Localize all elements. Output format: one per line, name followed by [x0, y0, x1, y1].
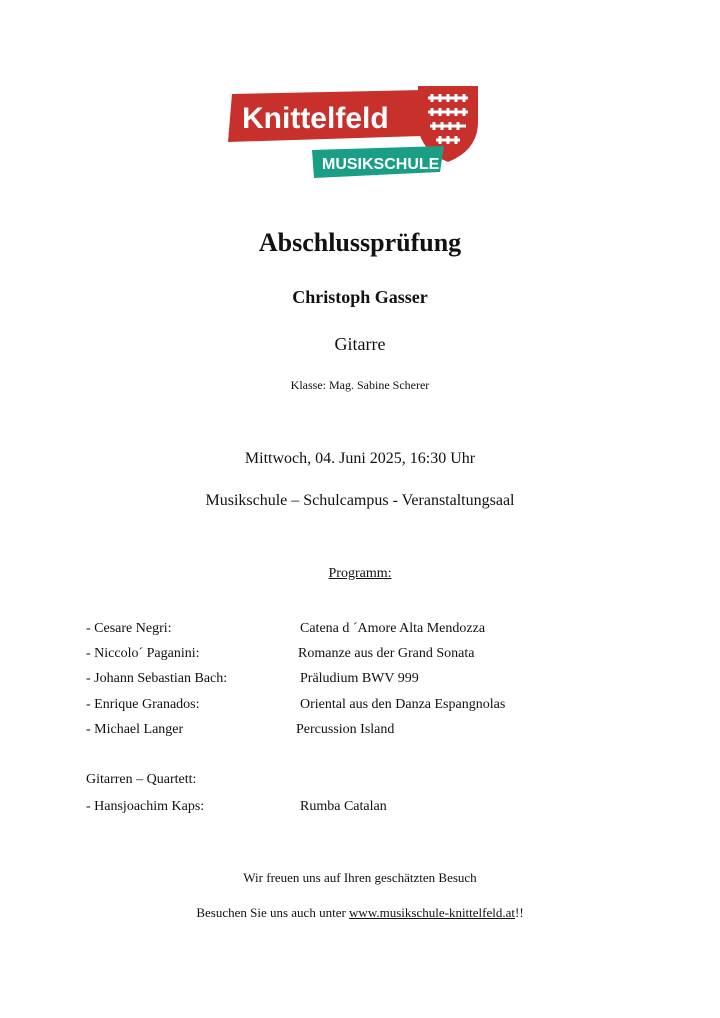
program-row: [86, 697, 646, 717]
composer: - Michael Langer: [86, 722, 184, 737]
piece: Rumba Catalan: [300, 799, 387, 814]
student-name: Christoph Gasser: [292, 287, 428, 307]
piece: Romanze aus der Grand Sonata: [298, 646, 475, 661]
thanks-line: Wir freuen uns auf Ihren geschätzten Besuch: [243, 870, 477, 885]
event-date: Mittwoch, 04. Juni 2025, 16:30 Uhr: [244, 450, 476, 467]
composer: - Cesare Negri:: [86, 621, 172, 636]
composer: - Niccolo´ Paganini:: [86, 646, 200, 661]
program-row: [86, 671, 646, 691]
website-link[interactable]: www.musikschule-knittelfeld.at: [349, 905, 515, 920]
composer: - Hansjoachim Kaps:: [86, 799, 205, 814]
program-heading: Programm:: [328, 566, 392, 581]
visit-line: [0, 905, 720, 921]
logo-subtitle-text: MUSIKSCHULE: [322, 156, 440, 173]
program-row: [86, 799, 646, 819]
composer: - Johann Sebastian Bach:: [86, 671, 228, 686]
class-teacher: Klasse: Mag. Sabine Scherer: [290, 378, 430, 392]
piece: Catena d ´Amore Alta Mendozza: [300, 621, 486, 636]
program-row: [86, 646, 646, 666]
logo-name-text: Knittelfeld: [242, 102, 389, 135]
visit-prefix: Besuchen Sie uns auch unter: [196, 905, 350, 920]
event-venue: Musikschule – Schulcampus - Veranstaltungsaal: [205, 492, 515, 509]
visit-suffix: !!: [515, 905, 524, 920]
page-title: Abschlussprüfung: [258, 228, 462, 257]
ensemble-heading: Gitarren – Quartett:: [86, 772, 197, 787]
instrument: Gitarre: [334, 334, 386, 354]
composer: - Enrique Granados:: [86, 697, 200, 712]
program-row: [86, 722, 646, 742]
piece: Percussion Island: [296, 722, 395, 737]
piece: Präludium BWV 999: [300, 671, 419, 686]
program-row: [86, 621, 646, 641]
knittelfeld-musikschule-logo: [226, 84, 480, 182]
piece: Oriental aus den Danza Espangnolas: [300, 697, 506, 712]
